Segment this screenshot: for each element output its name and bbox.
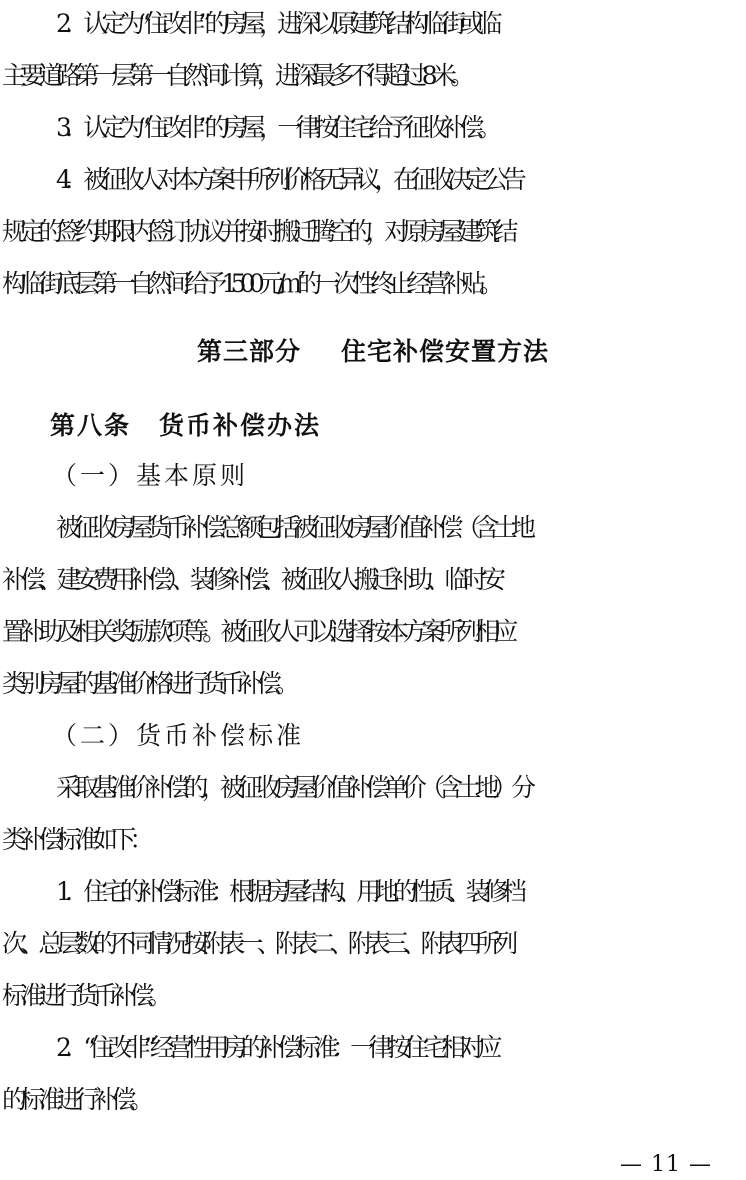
paragraph-line: 次、总层数的不同情况按附表一、附表二、附表三、附表四所列 [2, 929, 512, 958]
section-heading: （一）基本原则 [52, 461, 249, 490]
paragraph-line: 4．被征收人对本方案中所列价格无异议，在征收决定公告 [56, 165, 521, 194]
paragraph-line: 3．认定为“住改非”的房屋，一律按住宅给予征收补偿。 [56, 113, 496, 142]
paragraph-line: 规定的签约期限内签订协议并按时搬迁腾空的，对原房屋建筑结 [2, 217, 512, 246]
paragraph-line: 2．“住改非”经营性用房的补偿标准：一律按住宅相对应 [56, 1033, 496, 1062]
page-number: — 11 — [620, 1152, 712, 1177]
paragraph-line: 构临街底层第一自然间给予 1500 元/㎡的一次性终止经营补贴。 [2, 269, 498, 298]
paragraph-line: 补偿、建安费用补偿）、装修补偿、被征收人搬迁补助、临时安 [2, 565, 500, 594]
part-heading [0, 332, 746, 372]
article-title: 货币补偿办法 [159, 411, 322, 440]
article-heading [0, 406, 746, 446]
paragraph-line: 2．认定为“住改非”的房屋，进深以原建筑结构临街或临 [56, 9, 496, 38]
paragraph-line: 置补助及相关奖励款项等。被征收人可以选择按本方案所列相应 [2, 617, 512, 646]
paragraph-line: 被征收房屋货币补偿总额包括被征收房屋价值补偿（含土地 [56, 513, 530, 542]
paragraph-line: 类补偿标准如下： [2, 825, 148, 854]
paragraph-line: 主要道路第一层第一自然间计算，进深最多不得超过 8 米。 [2, 61, 469, 90]
part-title: 住宅补偿安置方法 [341, 337, 550, 366]
paragraph-line: 类别房屋的基准价格进行货币补偿。 [2, 669, 294, 698]
paragraph-line: 1．住宅的补偿标准：根据房屋结构、用地的性质、装修档 [56, 877, 521, 906]
part-number: 第三部分 [196, 337, 301, 366]
paragraph-line: 标准进行货币补偿。 [2, 981, 166, 1010]
paragraph-line: 的标准进行补偿。 [2, 1085, 148, 1114]
section-heading: （二）货币补偿标准 [52, 721, 305, 750]
article-number: 第八条 [50, 411, 132, 440]
paragraph-line: 采取基准价补偿的，被征收房屋价值补偿单价（含土地）分 [56, 773, 530, 802]
